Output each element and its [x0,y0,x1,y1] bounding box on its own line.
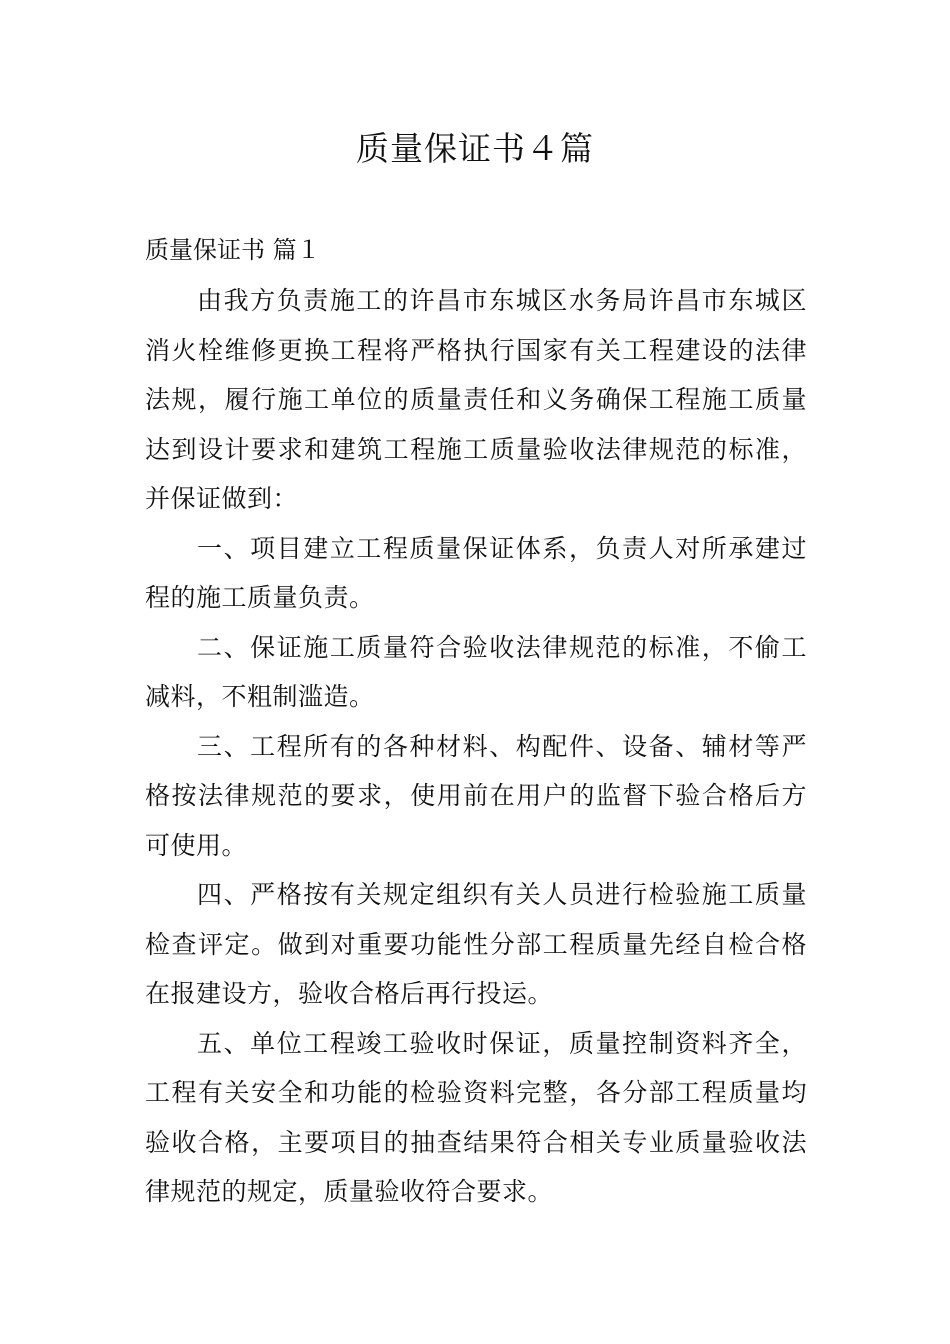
page-title: 质量保证书４篇 [356,129,594,168]
paragraph-item-2: 二、保证施工质量符合验收法律规范的标准，不偷工减料，不粗制滥造。 [145,632,807,711]
paragraph-item-3: 三、工程所有的各种材料、构配件、设备、辅材等严格按法律规范的要求，使用前在用户的监督下验合格后方可使用。 [145,731,807,860]
paragraph-item-1: 一、项目建立工程质量保证体系，负责人对所承建过程的施工质量负责。 [145,533,807,612]
paragraph-item-5: 五、单位工程竣工验收时保证，质量控制资料齐全，工程有关安全和功能的检验资料完整，各分部工程质量均验收合格，主要项目的抽查结果符合相关专业质量验收法律规范的规定，质量验收符合要求。 [145,1028,807,1206]
paragraph-intro: 由我方负责施工的许昌市东城区水务局许昌市东城区消火栓维修更换工程将严格执行国家有关工程建设的法律法规，履行施工单位的质量责任和义务确保工程施工质量达到设计要求和建筑工程施工质量验收法律规范的标准，并保证做到： [145,286,807,513]
paragraph-item-4: 四、严格按有关规定组织有关人员进行检验施工质量检查评定。做到对重要功能性分部工程质量先经自检合格在报建设方，验收合格后再行投运。 [145,880,807,1008]
document-body [145,276,807,1217]
section-heading: 质量保证书 篇１ [145,236,321,264]
